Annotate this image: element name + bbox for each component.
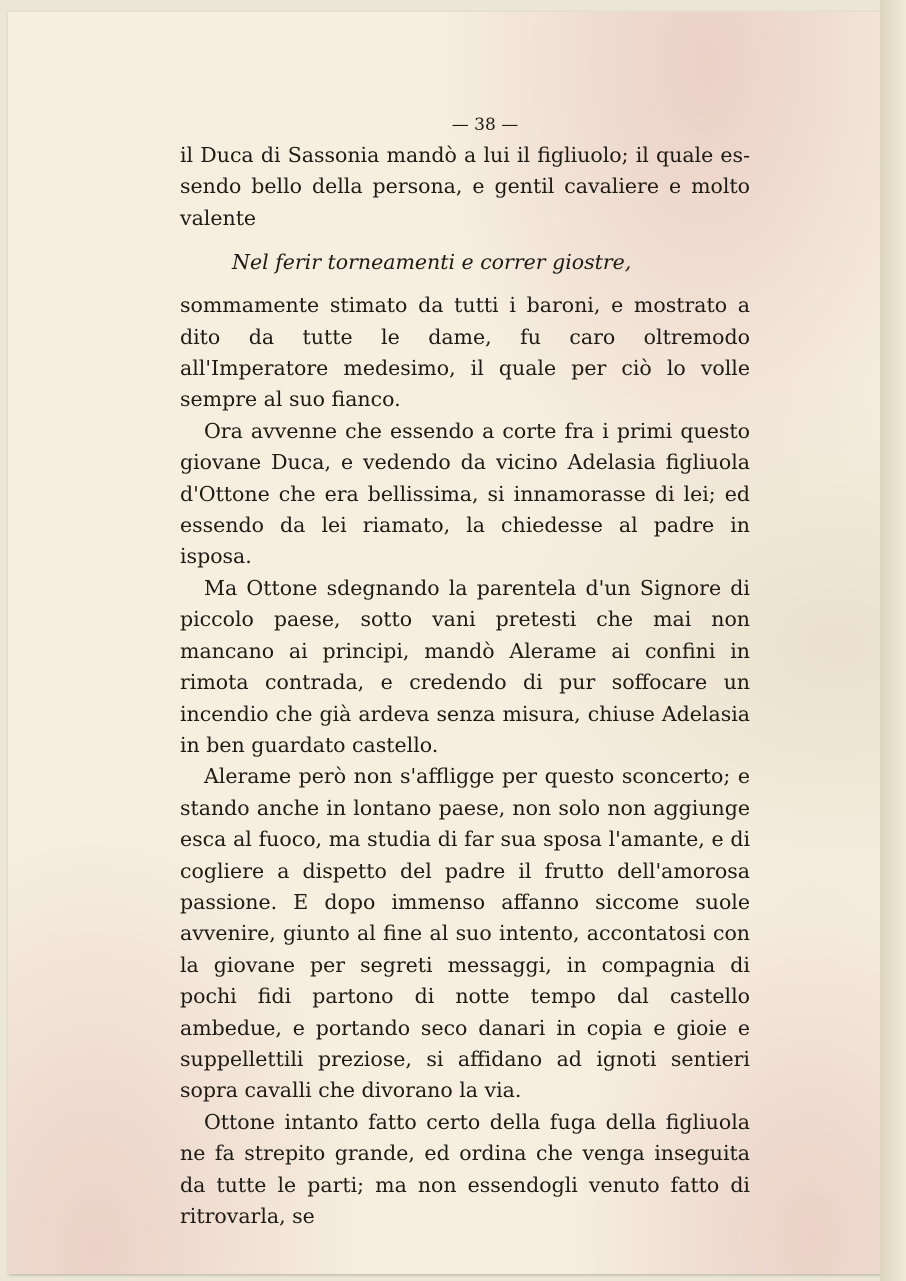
page-text	[180, 110, 750, 1232]
page-number: — 38 —	[451, 115, 519, 135]
paragraph-6: Ottone intanto fatto certo della fuga della figliuola ne fa strepito grande, ed ordina che venga inseguita da tutte le parti; ma non essendogli venuto fatto di ritrovarla, se	[180, 1109, 750, 1228]
paragraph-1: il Duca di Sassonia mandò a lui il figliuolo; il quale es-sendo bello della persona, e gentil cavaliere e molto valente	[180, 143, 750, 230]
paragraph-4: Ma Ottone sdegnando la parentela d'un Signore di piccolo paese, sotto vani pretesti che mai non mancano ai principi, mandò Alerame ai confini in rimota contrada, e credendo di pur soffocare un incendio che già ardeva senza misura, chiuse Adelasia in ben guardato castello.	[180, 575, 750, 757]
paragraph-3: Ora avvenne che essendo a corte fra i primi questo giovane Duca, e vedendo da vicino Adelasia figliuola d'Ottone che era bellissima, si innamorasse di lei; ed essendo da lei riamato, la chiedesse al padre in isposa.	[180, 418, 750, 569]
page-edge	[880, 0, 906, 1281]
paragraph-2: sommamente stimato da tutti i baroni, e mostrato a dito da tutte le dame, fu caro oltremodo all'Imperatore medesimo, il quale per ciò lo volle sempre al suo fianco.	[180, 293, 750, 412]
verse-quote: Nel ferir torneamenti e correr giostre,	[232, 250, 632, 275]
paragraph-5: Alerame però non s'affligge per questo sconcerto; e stando anche in lontano paese, non solo non aggiunge esca al fuoco, ma studia di far sua sposa l'amante, e di cogliere a dispetto del padre il frutto dell'amorosa passione. E dopo immenso affanno siccome suole avvenire, giunto al fine al suo intento, accontatosi con la giovane per segreti messaggi, in compagnia di pochi fidi partono di notte tempo dal castello ambedue, e portando seco danari in copia e gioie e suppellettili preziose, si affidano ad ignoti sentieri sopra cavalli che divorano la via.	[180, 764, 750, 1103]
